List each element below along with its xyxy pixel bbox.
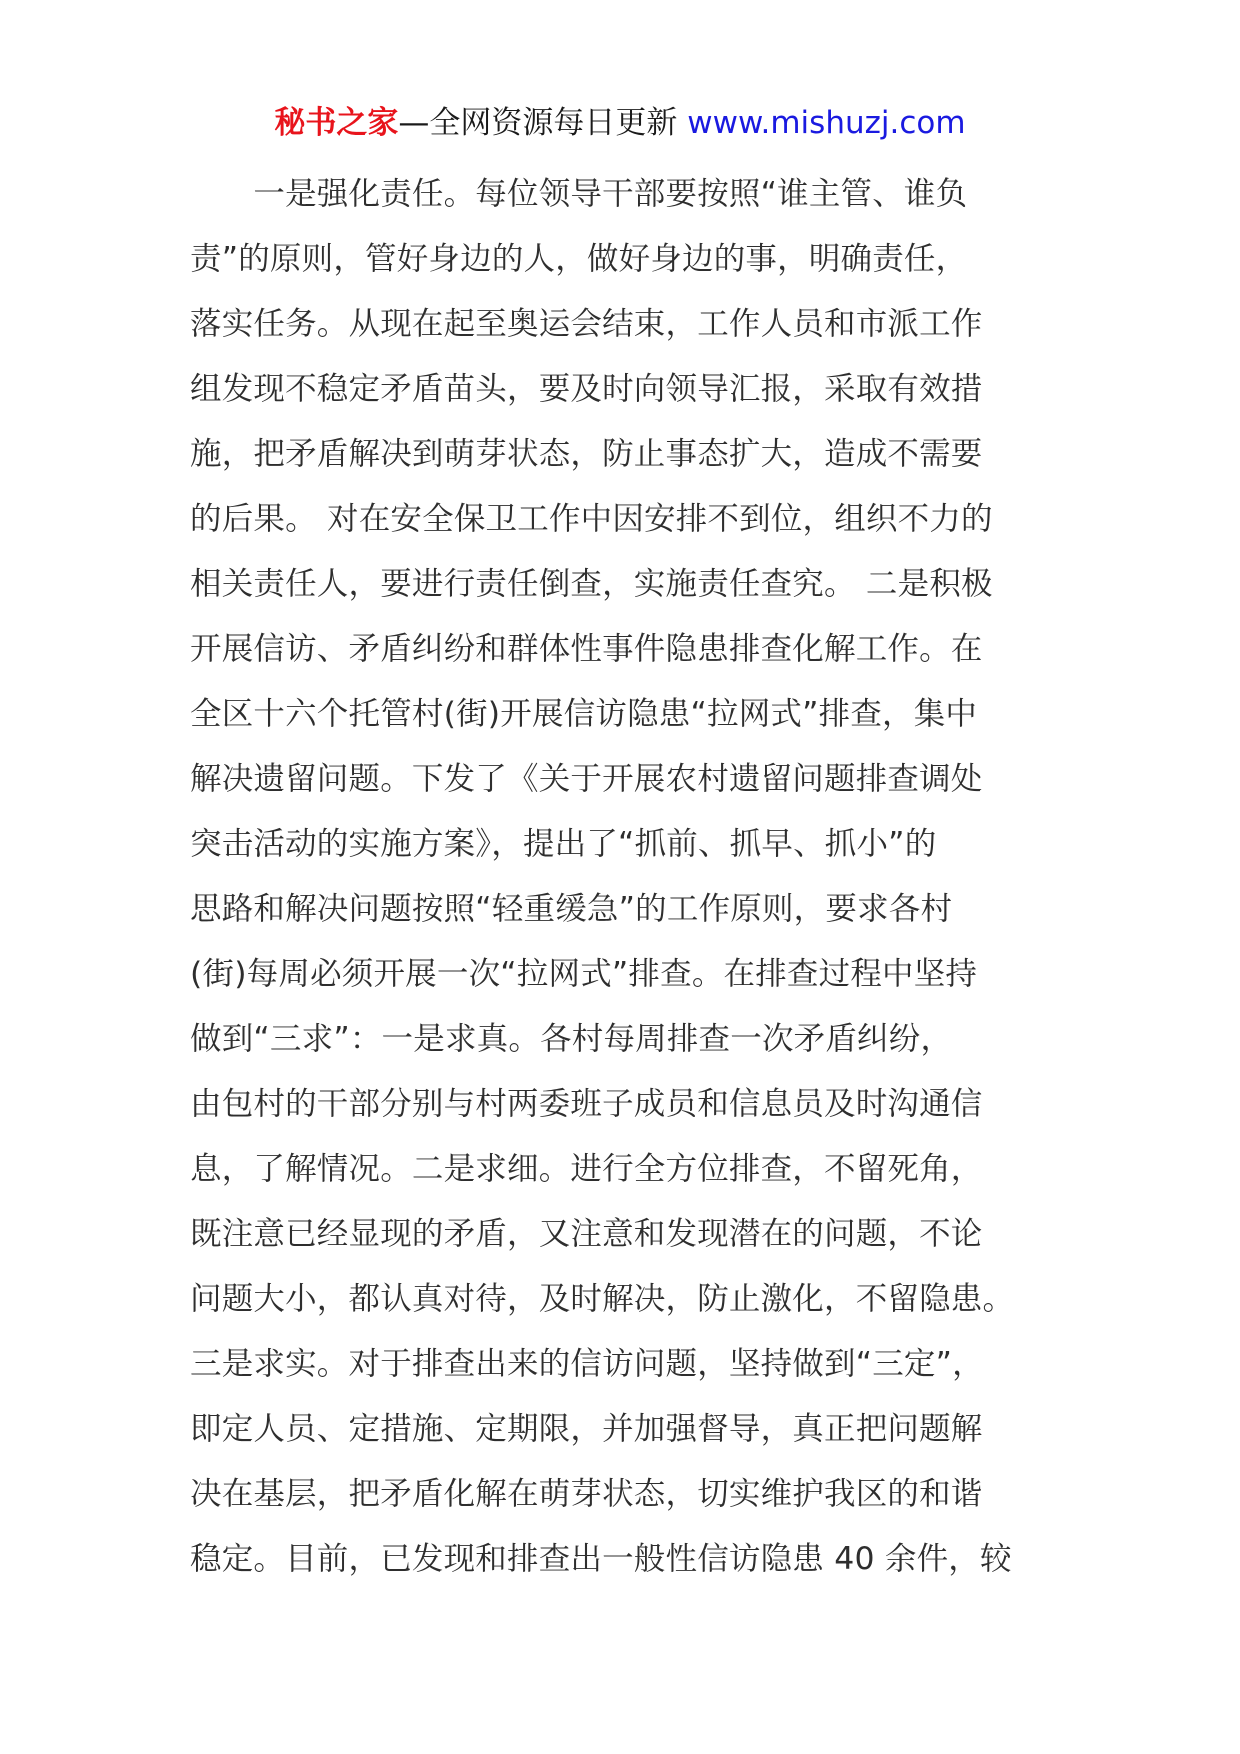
- site-url-link[interactable]: www.mishuzj.com: [687, 105, 966, 141]
- text-line: 落实任务。从现在起至奥运会结束，工作人员和市派工作: [190, 306, 983, 342]
- text-line: 施，把矛盾解决到萌芽状态，防止事态扩大，造成不需要: [190, 436, 983, 472]
- text-line: 稳定。目前，已发现和排查出一般性信访隐患 40 余件，较: [190, 1541, 1012, 1577]
- header-tagline: —全网资源每日更新: [398, 105, 678, 141]
- text-line: (街)每周必须开展一次“拉网式”排查。在排查过程中坚持: [190, 956, 978, 992]
- text-line: 组发现不稳定矛盾苗头，要及时向领导汇报，采取有效措: [190, 371, 983, 407]
- text-line: 由包村的干部分别与村两委班子成员和信息员及时沟通信: [190, 1086, 983, 1122]
- text-line: 息，了解情况。二是求细。进行全方位排查，不留死角，: [190, 1151, 983, 1187]
- text-line: 解决遗留问题。下发了《关于开展农村遗留问题排查调处: [190, 761, 983, 797]
- text-line: 相关责任人，要进行责任倒查，实施责任查究。 二是积极: [190, 566, 993, 602]
- text-line: 即定人员、定措施、定期限，并加强督导，真正把问题解: [190, 1411, 983, 1447]
- text-line: 三是求实。对于排查出来的信访问题，坚持做到“三定”，: [190, 1346, 984, 1382]
- text-line: 做到“三求”：一是求真。各村每周排查一次矛盾纠纷，: [190, 1021, 953, 1057]
- text-line: 的后果。 对在安全保卫工作中因安排不到位，组织不力的: [190, 501, 993, 537]
- brand-name: 秘书之家: [274, 105, 399, 141]
- text-line: 问题大小，都认真对待，及时解决，防止激化，不留隐患。: [190, 1281, 1015, 1317]
- text-line: 责”的原则，管好身边的人，做好身边的事，明确责任，: [190, 241, 968, 277]
- text-line: 突击活动的实施方案》，提出了“抓前、抓早、抓小”的: [190, 826, 937, 862]
- text-line: 一是强化责任。每位领导干部要按照“谁主管、谁负: [190, 176, 968, 212]
- text-line: 思路和解决问题按照“轻重缓急”的工作原则，要求各村: [190, 891, 953, 927]
- text-line: 全区十六个托管村(街)开展信访隐患“拉网式”排查，集中: [190, 696, 978, 732]
- text-line: 既注意已经显现的矛盾，又注意和发现潜在的问题，不论: [190, 1216, 983, 1252]
- text-line: 开展信访、矛盾纠纷和群体性事件隐患排查化解工作。在: [190, 631, 983, 667]
- document-body: [190, 162, 1070, 1592]
- site-header: [0, 103, 1240, 143]
- text-line: 决在基层，把矛盾化解在萌芽状态，切实维护我区的和谐: [190, 1476, 983, 1512]
